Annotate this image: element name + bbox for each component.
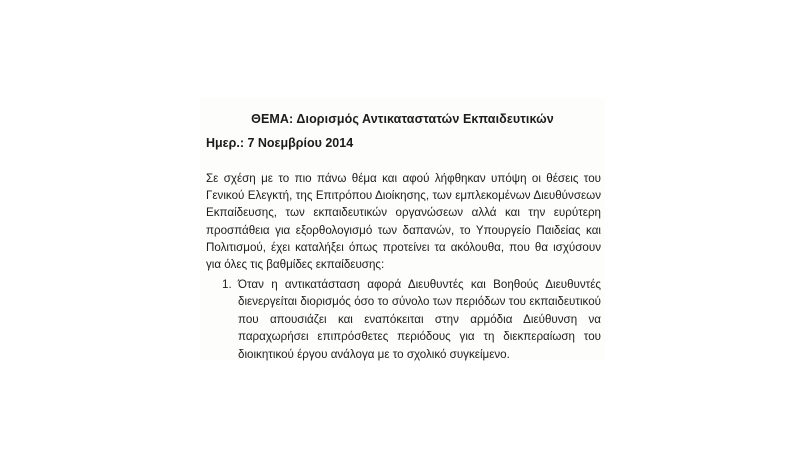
intro-paragraph: Σε σχέση με το πιο πάνω θέμα και αφού λήφθηκαν υπόψη οι θέσεις του Γενικού Ελεγκτή, της Επιτρόπου Διοίκησης, των εμπλεκομένων Διευθύνσεων Εκπαίδευσης, των εκπαιδευτικών οργανώσεων αλλά και την ευρύτερη προσπάθεια για εξορθολογισμό των δαπανών, το Υπουργείο Παιδείας και Πολιτισμού, έχει καταλήξει όπως προτείνει τα ακόλουθα, που θα ισχύσουν για όλες τις βαθμίδες εκπαίδευσης: xyxy=(206,172,601,272)
document-page xyxy=(200,98,605,360)
list-item-number: 1. xyxy=(222,278,232,291)
list-item-text: Όταν η αντικατάσταση αφορά Διευθυντές και Βοηθούς Διευθυντές διενεργείται διορισμός όσο το σύνολο των περιόδων του εκπαιδευτικού που απουσιάζει και εναπόκειται στην αρμόδια Διεύθυνση να παραχωρήσει επιπρόσθετες περιόδους για τη διεκπεραίωση του διοικητικού έργου ανάλογα με το σχολικό συγκείμενο. xyxy=(238,278,601,361)
document-subject: ΘΕΜΑ: Διορισμός Αντικαταστατών Εκπαιδευτικών xyxy=(251,112,554,126)
document-date: Ημερ.: 7 Νοεμβρίου 2014 xyxy=(206,136,354,150)
